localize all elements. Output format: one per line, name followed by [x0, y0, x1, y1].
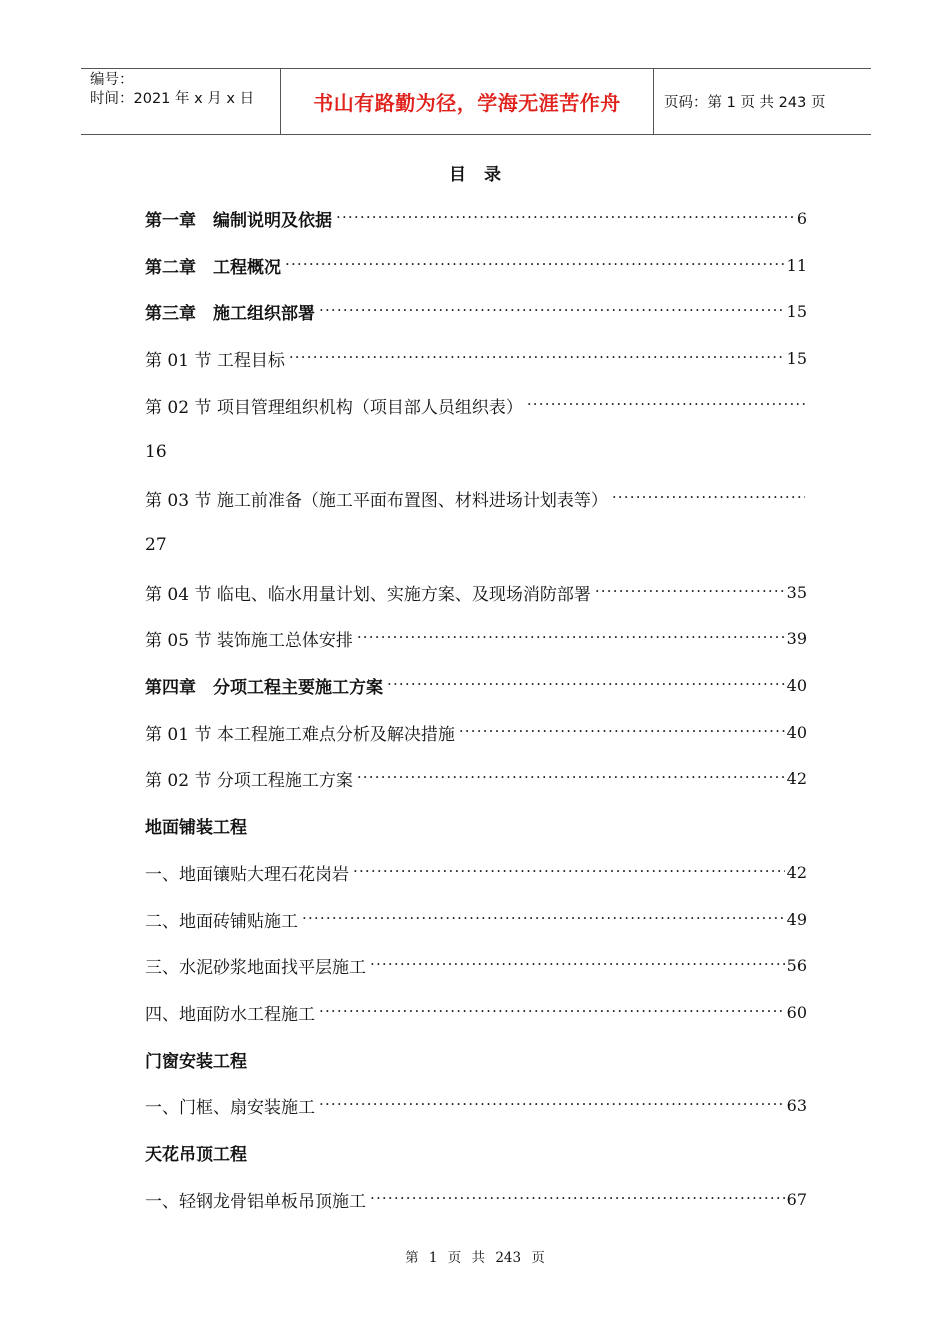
toc-entry-label: 第四章 分项工程主要施工方案 — [145, 677, 383, 698]
toc-entry-label: 门窗安装工程 — [145, 1051, 247, 1072]
toc-entry-page: 67 — [786, 1189, 807, 1209]
toc-dot-leader — [353, 862, 785, 882]
toc-entry-page: 42 — [786, 862, 807, 882]
page-footer: 第 1 页 共 243 页 — [405, 1250, 545, 1266]
toc-entry-label: 第 03 节 施工前准备（施工平面布置图、材料进场计划表等） — [145, 490, 608, 511]
toc-entry[interactable] — [145, 532, 807, 558]
toc-entry[interactable] — [145, 859, 807, 885]
toc-dot-leader — [370, 955, 785, 975]
toc-entry-label: 第 05 节 装饰施工总体安排 — [145, 630, 353, 651]
toc-dot-leader — [285, 255, 785, 275]
toc-entry[interactable] — [145, 672, 807, 698]
toc-entry-label: 三、水泥砂浆地面找平层施工 — [145, 957, 366, 978]
toc-entry-label: 一、地面镶贴大理石花岗岩 — [145, 864, 349, 885]
toc-entry-page: 56 — [786, 955, 807, 975]
toc-entry-page: 60 — [786, 1002, 807, 1022]
toc-entry-page: 11 — [786, 255, 807, 275]
toc-entry[interactable] — [145, 579, 807, 605]
toc-entry-page: 49 — [786, 909, 807, 929]
toc-entry-label: 一、门框、扇安装施工 — [145, 1097, 315, 1118]
toc-entry[interactable] — [145, 392, 807, 418]
toc-entry-label: 16 — [145, 442, 167, 462]
toc-entry[interactable] — [145, 1046, 807, 1072]
toc-entry-page: 42 — [786, 768, 807, 788]
toc-entry-page: 40 — [786, 722, 807, 742]
toc-dot-leader — [319, 1002, 785, 1022]
header-motto: 书山有路勤为径，学海无涯苦作舟 — [281, 69, 654, 134]
toc-entry-page: 40 — [786, 675, 807, 695]
toc-entry-label: 二、地面砖铺贴施工 — [145, 911, 298, 932]
toc-entry[interactable] — [145, 345, 807, 371]
toc-dot-leader — [595, 582, 785, 602]
header-time-label: 时间：2021 年 x 月 x 日 — [90, 91, 255, 107]
toc-entry-page: 35 — [786, 582, 807, 602]
toc-entry[interactable] — [145, 485, 807, 511]
header-page-info: 页码：第 1 页 共 243 页 — [664, 95, 826, 111]
toc-entry[interactable] — [145, 812, 807, 838]
toc-dot-leader — [302, 909, 785, 929]
toc-entry[interactable] — [145, 765, 807, 791]
toc-entry[interactable] — [145, 1092, 807, 1118]
toc-title: 目录 — [449, 165, 519, 185]
toc-entry-label: 天花吊顶工程 — [145, 1144, 247, 1165]
toc-entry[interactable] — [145, 999, 807, 1025]
toc-dot-leader — [459, 722, 785, 742]
toc-entry-label: 第二章 工程概况 — [145, 257, 281, 278]
header-meta — [81, 69, 281, 134]
toc-entry[interactable] — [145, 1139, 807, 1165]
toc-dot-leader — [319, 301, 785, 321]
toc-entry-label: 第 01 节 工程目标 — [145, 350, 285, 371]
toc-entry-page: 6 — [796, 208, 807, 228]
toc-entry[interactable] — [145, 298, 807, 324]
toc-entry-page: 39 — [786, 628, 807, 648]
toc-entry-label: 四、地面防水工程施工 — [145, 1004, 315, 1025]
toc-dot-leader — [319, 1095, 785, 1115]
toc-entry-label: 第 04 节 临电、临水用量计划、实施方案、及现场消防部署 — [145, 584, 591, 605]
toc-entry-label: 第一章 编制说明及依据 — [145, 210, 332, 231]
toc-entry-label: 第 02 节 分项工程施工方案 — [145, 770, 353, 791]
toc-entry-label: 地面铺装工程 — [145, 817, 247, 838]
toc-entry[interactable] — [145, 625, 807, 651]
toc-dot-leader — [370, 1189, 785, 1209]
page-header — [81, 68, 871, 135]
toc-entry-label: 第三章 施工组织部署 — [145, 303, 315, 324]
toc-entry[interactable] — [145, 906, 807, 932]
toc-entry-label: 第 02 节 项目管理组织机构（项目部人员组织表） — [145, 397, 523, 418]
header-number-label: 编号： — [90, 72, 134, 88]
toc-entry[interactable] — [145, 719, 807, 745]
toc-dot-leader — [336, 208, 795, 228]
toc-dot-leader — [612, 488, 805, 508]
toc-dot-leader — [289, 348, 785, 368]
toc-entry-page: 63 — [786, 1095, 807, 1115]
toc-entry[interactable] — [145, 439, 807, 465]
toc-entry-page: 15 — [786, 348, 807, 368]
toc-entry[interactable] — [145, 252, 807, 278]
toc-entry[interactable] — [145, 952, 807, 978]
toc-dot-leader — [527, 395, 805, 415]
toc-entry-label: 27 — [145, 535, 167, 555]
toc-entry-label: 第 01 节 本工程施工难点分析及解决措施 — [145, 724, 455, 745]
toc-entry[interactable] — [145, 1186, 807, 1212]
toc-entry-page: 15 — [786, 301, 807, 321]
toc-entry-label: 一、轻钢龙骨铝单板吊顶施工 — [145, 1191, 366, 1212]
toc-entry[interactable] — [145, 205, 807, 231]
toc-dot-leader — [357, 628, 785, 648]
toc-dot-leader — [387, 675, 785, 695]
toc-dot-leader — [357, 768, 785, 788]
